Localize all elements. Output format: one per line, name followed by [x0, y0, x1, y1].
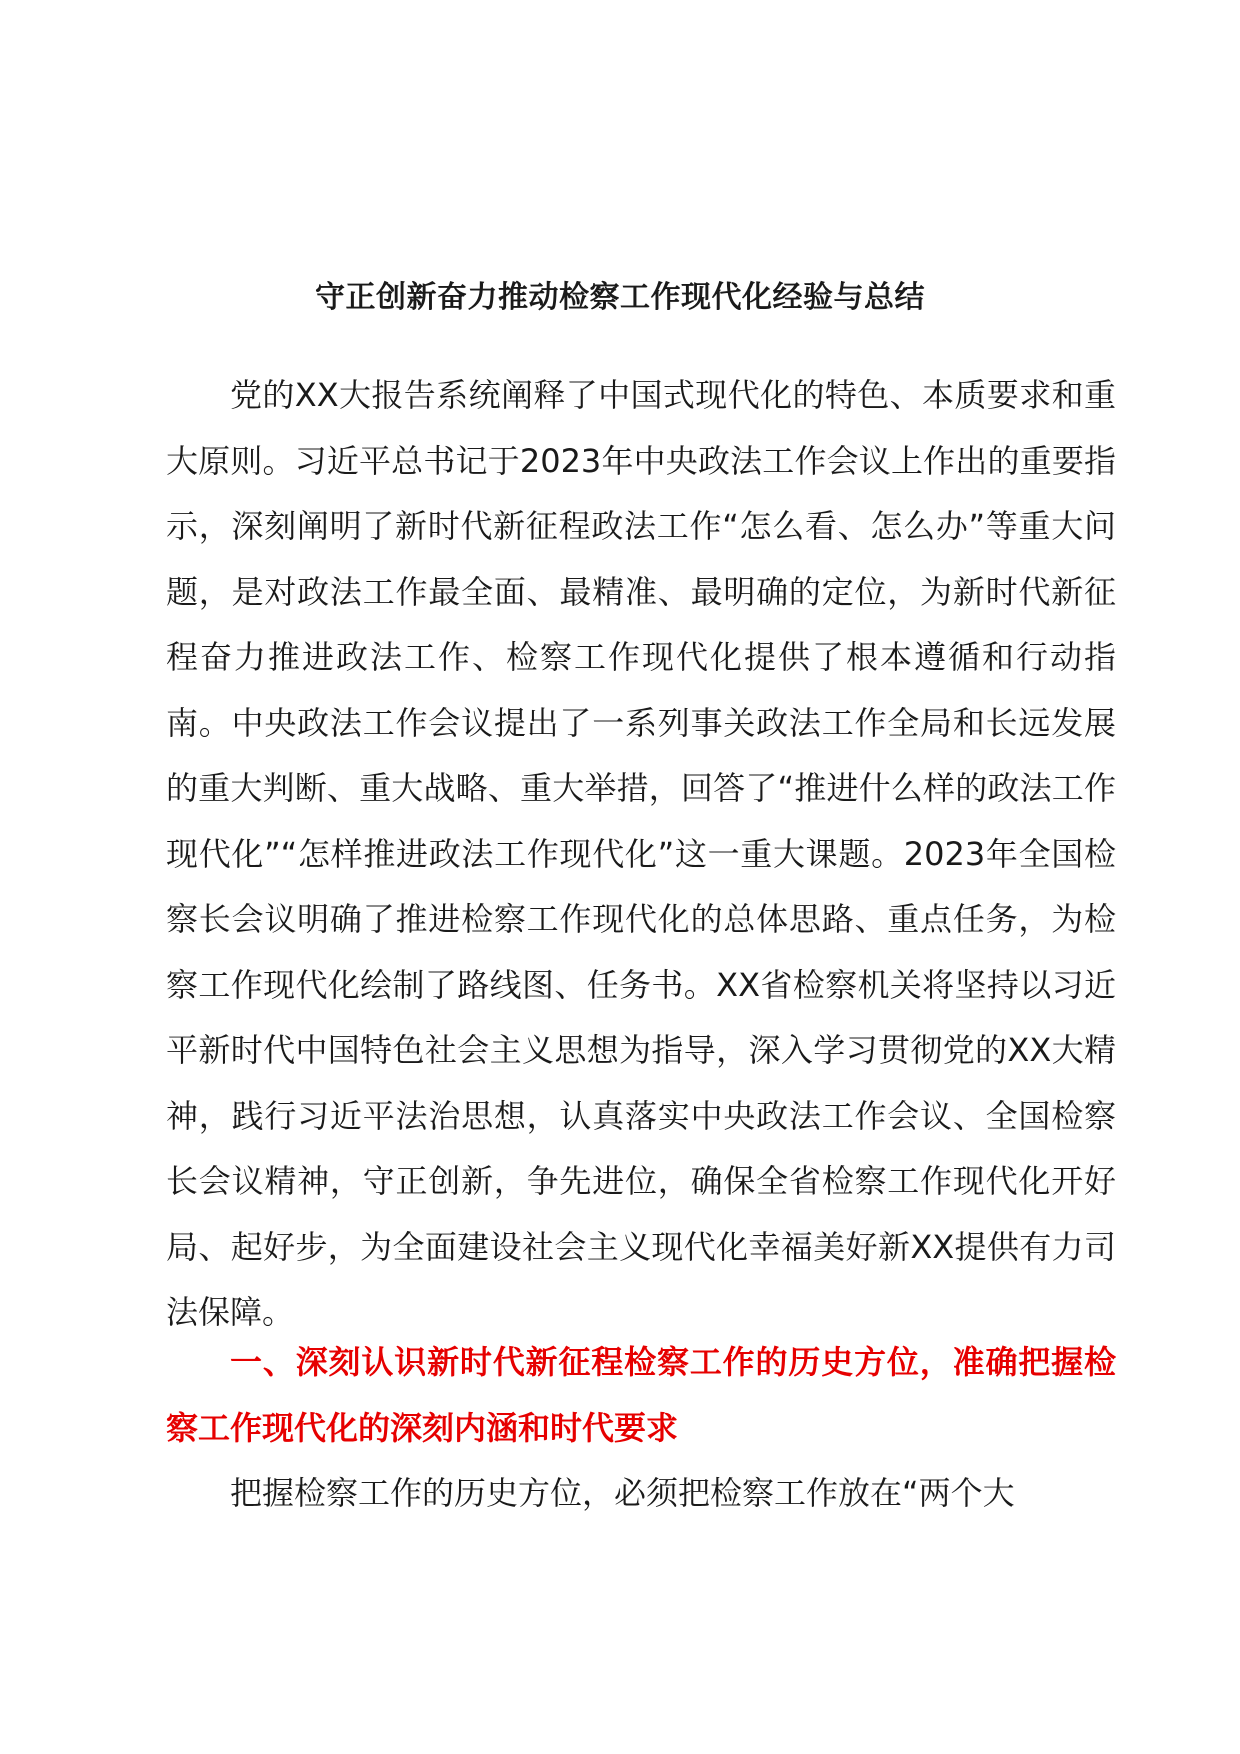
intro-paragraph: 党的XX大报告系统阐释了中国式现代化的特色、本质要求和重大原则。习近平总书记于2023年中央政法工作会议上作出的重要指示，深刻阐明了新时代新征程政法工作“怎么看、怎么办”等重大问题，是对政法工作最全面、最精准、最明确的定位，为新时代新征程奋力推进政法工作、检察工作现代化提供了根本遵循和行动指南。中央政法工作会议提出了一系列事关政法工作全局和长远发展的重大判断、重大战略、重大举措，回答了“推进什么样的政法工作现代化”“怎样推进政法工作现代化”这一重大课题。2023年全国检察长会议明确了推进检察工作现代化的总体思路、重点任务，为检察工作现代化绘制了路线图、任务书。XX省检察机关将坚持以习近平新时代中国特色社会主义思想为指导，深入学习贯彻党的XX大精神，践行习近平法治思想，认真落实中央政法工作会议、全国检察长会议精神，守正创新，争先进位，确保全省检察工作现代化开好局、起好步，为全面建设社会主义现代化幸福美好新XX提供有力司法保障。	[166, 376, 1116, 1331]
section-1-paragraph: 把握检察工作的历史方位，必须把检察工作放在“两个大	[230, 1474, 1015, 1512]
document-title: 守正创新奋力推动检察工作现代化经验与总结	[315, 280, 925, 315]
section-heading-1: 一、深刻认识新时代新征程检察工作的历史方位，准确把握检察工作现代化的深刻内涵和时代要求	[166, 1343, 1116, 1447]
